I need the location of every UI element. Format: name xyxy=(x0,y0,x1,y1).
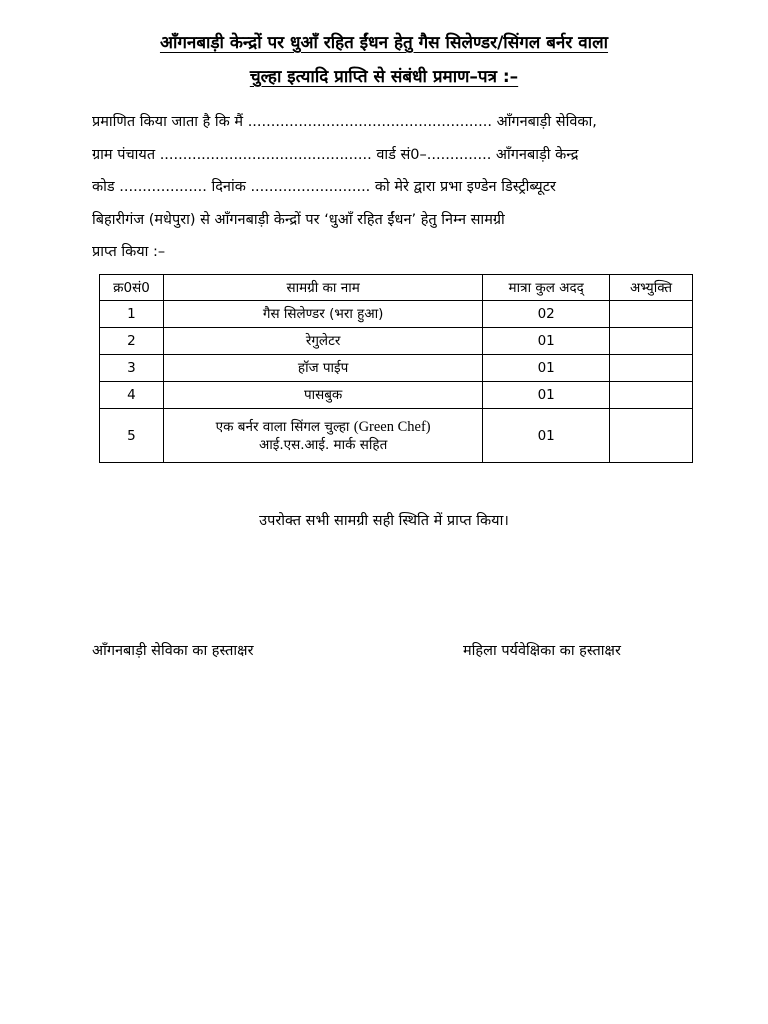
header-quantity: मात्रा कुल अदद् xyxy=(483,275,610,301)
confirmation-statement: उपरोक्त सभी सामग्री सही स्थिति में प्राप्त किया। xyxy=(259,513,509,529)
cell-quantity: 01 xyxy=(483,409,610,463)
table-header-row xyxy=(100,275,693,301)
cell-serial-number: 5 xyxy=(100,409,164,463)
item-name-line-1 xyxy=(166,418,480,436)
cell-item-name: पासबुक xyxy=(163,382,482,409)
paragraph-line: प्रमाणित किया जाता है कि मैं ..................................................... आँगनबाड़ी सेविका, xyxy=(92,114,597,130)
paragraph-line: बिहारीगंज (मधेपुरा) से आँगनबाड़ी केन्द्रों पर ‘धुआँ रहित ईंधन’ हेतु निम्न सामग्री xyxy=(92,211,505,228)
table-row xyxy=(100,328,693,355)
materials-table xyxy=(99,274,693,463)
header-serial-number: क्र0सं0 xyxy=(100,275,164,301)
cell-item-name: गैस सिलेण्डर (भरा हुआ) xyxy=(163,301,482,328)
cell-quantity: 02 xyxy=(483,301,610,328)
table-row xyxy=(100,355,693,382)
table-row xyxy=(100,409,693,463)
certificate-paragraph xyxy=(92,106,697,269)
cell-quantity: 01 xyxy=(483,355,610,382)
document-title-line-1: आँगनबाड़ी केन्द्रों पर धुआँ रहित ईंधन हेतु गैस सिलेण्डर/सिंगल बर्नर वाला xyxy=(159,33,609,53)
cell-remarks xyxy=(610,382,693,409)
header-remarks: अभ्युक्ति xyxy=(610,275,693,301)
cell-serial-number: 2 xyxy=(100,328,164,355)
item-name-english: (Green Chef) xyxy=(353,418,431,435)
table-row xyxy=(100,382,693,409)
cell-serial-number: 4 xyxy=(100,382,164,409)
cell-remarks xyxy=(610,301,693,328)
paragraph-line: कोड ................... दिनांक .......................... को मेरे द्वारा प्रभा इण्डेन डिस्ट्रीब्यूटर xyxy=(92,179,556,195)
cell-remarks xyxy=(610,409,693,463)
item-name-hindi: एक बर्नर वाला सिंगल चुल्हा xyxy=(215,418,350,435)
supervisor-signature-label: महिला पर्यवेक्षिका का हस्ताक्षर xyxy=(463,643,621,659)
document-title-line-2: चुल्हा इत्यादि प्राप्ति से संबंधी प्रमाण–पत्र :– xyxy=(249,67,519,87)
cell-item-name: रेगुलेटर xyxy=(163,328,482,355)
header-item-name: सामग्री का नाम xyxy=(163,275,482,301)
cell-serial-number: 3 xyxy=(100,355,164,382)
cell-quantity: 01 xyxy=(483,382,610,409)
cell-serial-number: 1 xyxy=(100,301,164,328)
cell-remarks xyxy=(610,328,693,355)
sevika-signature-label: आँगनबाड़ी सेविका का हस्ताक्षर xyxy=(92,643,254,659)
cell-remarks xyxy=(610,355,693,382)
cell-quantity: 01 xyxy=(483,328,610,355)
paragraph-line: प्राप्त किया :– xyxy=(92,244,166,260)
cell-item-name: हॉज पाईप xyxy=(163,355,482,382)
paragraph-line: ग्राम पंचायत .............................................. वार्ड सं0–.............. आँगनबाड़ी केन्द्र xyxy=(92,146,579,163)
item-name-line-2: आई.एस.आई. मार्क सहित xyxy=(258,436,388,453)
cell-item-name xyxy=(163,409,482,463)
table-row xyxy=(100,301,693,328)
